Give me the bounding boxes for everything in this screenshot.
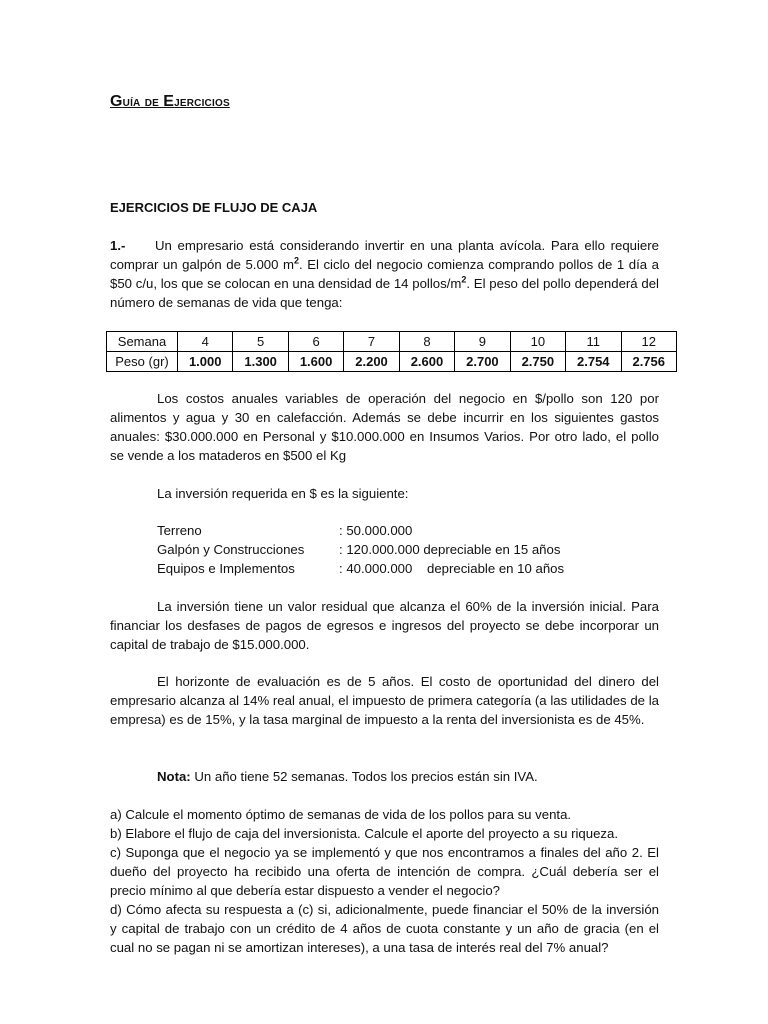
week-cell: 10 <box>510 332 565 352</box>
week-cell: 6 <box>288 332 343 352</box>
question-item: c) Suponga que el negocio ya se implementó y que nos encontramos a finales del año 2. El dueño del proyecto ha recibido una oferta de intención de compra. ¿Cuál debería ser el precio mínimo al que debería estar dispuesto a vender el negocio? <box>110 845 659 898</box>
week-cell: 7 <box>344 332 399 352</box>
table-row <box>107 352 677 372</box>
table-row <box>107 332 677 352</box>
weight-cell: 1.300 <box>233 352 288 372</box>
exercise-number: 1.- <box>110 238 126 253</box>
weight-cell: 2.200 <box>344 352 399 372</box>
page-title: Guía de Ejercicios <box>110 93 230 110</box>
question-item: b) Elabore el flujo de caja del inversionista. Calcule el aporte del proyecto a su riqueza. <box>110 826 619 841</box>
week-cell: 8 <box>399 332 454 352</box>
weight-cell: 2.600 <box>399 352 454 372</box>
week-cell: 12 <box>621 332 677 352</box>
costs-paragraph: Los costos anuales variables de operación del negocio en $/pollo son 120 por alimentos y agua y 30 en calefacción. Además se debe incurrir en los siguientes gastos anuales: $30.000.000 en Personal y $10.000.000 en Insumos Varios. Por otro lado, el pollo se vende a los mataderos en $500 el Kg <box>110 391 659 463</box>
investment-list <box>157 521 564 578</box>
exercise-intro: 1.- Un empresario está considerando invertir en una planta avícola. Para ello requiere comprar un galpón de 5.000 $m^2$. El ciclo del negocio comienza comprando pollos de 1 día a $50 c/u, los que se colocan en una densidad de 14 pollos/$m^2$. El peso del pollo dependerá del número de semanas de vida que tenga: <box>110 238 660 310</box>
investment-intro: La inversión requerida en $ es la siguiente: <box>157 486 409 501</box>
weight-cell: 2.756 <box>621 352 677 372</box>
note-paragraph: Nota: Un año tiene 52 semanas. Todos los precios están sin IVA. <box>157 769 538 784</box>
question-item: d) Cómo afecta su respuesta a (c) si, adicionalmente, puede financiar el 50% de la inversión y capital de trabajo con un crédito de 4 años de cuota constante y un año de gracia (en el cual no se pagan ni se amortizan intereses), a una tasa de interés real del 7% anual? <box>110 902 659 955</box>
weight-cell: 2.754 <box>566 352 621 372</box>
horizon-paragraph: El horizonte de evaluación es de 5 años. El costo de oportunidad del dinero del empresario alcanza al 14% real anual, el impuesto de primera categoría (a las utilidades de la empresa) es de 15%, y la tasa marginal de impuesto a la renta del inversionista es de 45%. <box>110 674 659 727</box>
week-cell: 4 <box>178 332 233 352</box>
week-cell: 9 <box>455 332 510 352</box>
weight-cell: 2.750 <box>510 352 565 372</box>
table-row-label: Semana <box>107 332 178 352</box>
section-heading: EJERCICIOS DE FLUJO DE CAJA <box>110 200 318 215</box>
table-row-label: Peso (gr) <box>107 352 178 372</box>
weight-cell: 1.600 <box>288 352 343 372</box>
residual-paragraph: La inversión tiene un valor residual que alcanza el 60% de la inversión inicial. Para financiar los desfases de pagos de egresos e ingresos del proyecto se debe incorporar un capital de trabajo de $15.000.000. <box>110 599 659 652</box>
questions-list <box>110 805 659 957</box>
week-cell: 11 <box>566 332 621 352</box>
list-item: Galpón y Construcciones : 120.000.000 depreciable en 15 años <box>157 542 561 557</box>
list-item: Equipos e Implementos : 40.000.000 depreciable en 10 años <box>157 561 565 576</box>
weight-cell: 1.000 <box>178 352 233 372</box>
weight-cell: 2.700 <box>455 352 510 372</box>
week-cell: 5 <box>233 332 288 352</box>
weight-table <box>106 331 677 372</box>
list-item: Terreno : 50.000.000 <box>157 523 413 538</box>
question-item: a) Calcule el momento óptimo de semanas de vida de los pollos para su venta. <box>110 807 572 822</box>
